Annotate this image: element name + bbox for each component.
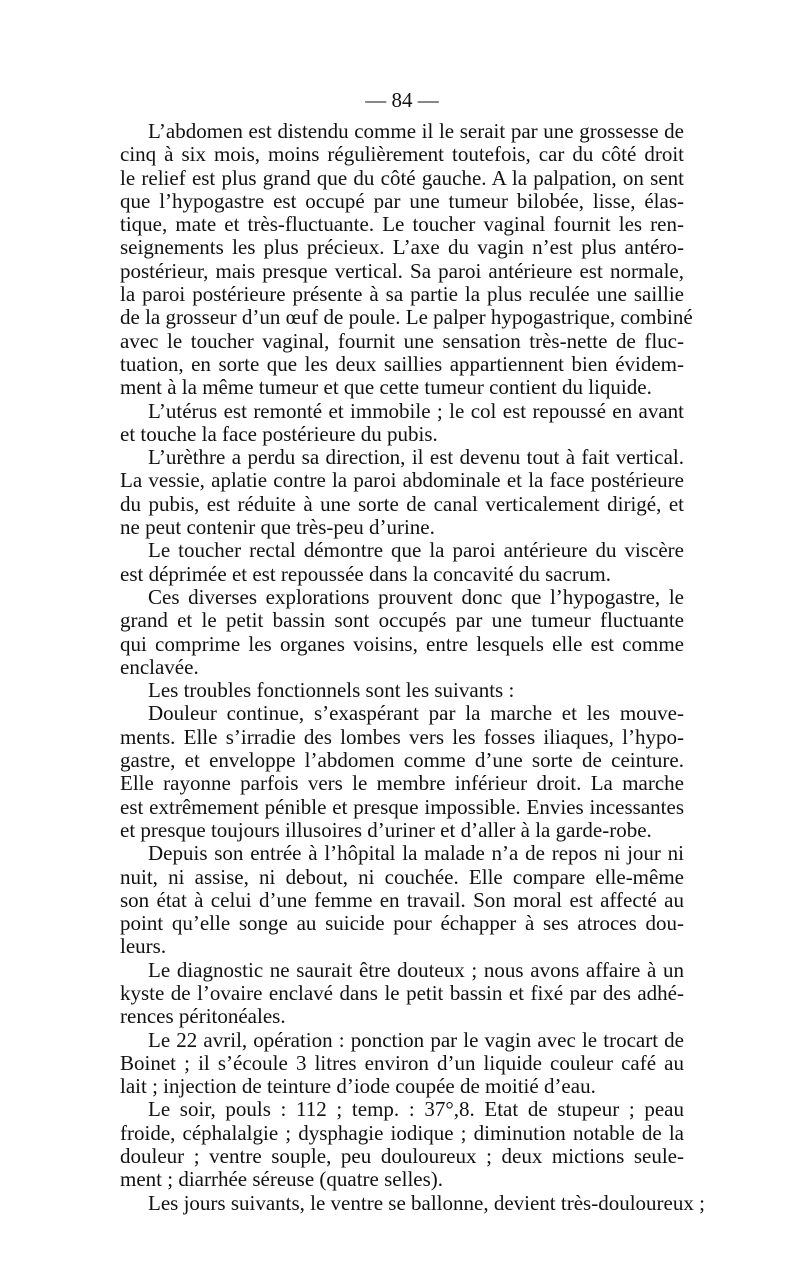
text-line: Depuis son entrée à l’hôpital la malade n’a de repos ni jour ni <box>148 841 684 866</box>
text-line: postérieur, mais presque vertical. Sa paroi antérieure est normale, <box>120 258 684 283</box>
text-line: tuation, en sorte que les deux saillies appartiennent bien évidem- <box>120 351 684 376</box>
text-line: et presque toujours illusoires d’uriner et d’aller à la garde-robe. <box>120 817 652 842</box>
page-number: — 84 — <box>365 88 439 112</box>
text-line: Ces diverses explorations prouvent donc que l’hypogastre, le <box>148 584 684 609</box>
text-line: Douleur continue, s’exaspérant par la marche et les mouve- <box>148 701 684 726</box>
text-line: avec le toucher vaginal, fournit une sensation très-nette de fluc- <box>120 328 684 353</box>
text-line: ments. Elle s’irradie des lombes vers les fosses iliaques, l’hypo- <box>120 724 684 749</box>
text-line: Boinet ; il s’écoule 3 litres environ d’un liquide couleur café au <box>120 1050 684 1075</box>
text-line: nuit, ni assise, ni debout, ni couchée. Elle compare elle-même <box>120 864 684 889</box>
text-line: L’urèthre a perdu sa direction, il est devenu tout à fait vertical. <box>148 445 684 470</box>
text-line: du pubis, est réduite à une sorte de canal verticalement dirigé, et <box>120 491 684 516</box>
text-line: L’utérus est remonté et immobile ; le col est repoussé en avant <box>148 398 684 423</box>
document-page <box>120 86 705 1215</box>
text-line: douleur ; ventre souple, peu douloureux ; deux mictions seule- <box>120 1144 684 1169</box>
body-text <box>120 119 705 1215</box>
text-line: enclavée. <box>120 654 199 679</box>
text-line: Les troubles fonctionnels sont les suivants : <box>148 678 515 703</box>
text-line: point qu’elle songe au suicide pour échapper à ses atroces dou- <box>120 911 684 936</box>
text-line: la paroi postérieure présente à sa partie la plus reculée une saillie <box>120 282 684 307</box>
text-line: ment à la même tumeur et que cette tumeur contient du liquide. <box>120 375 652 400</box>
text-line: Le 22 avril, opération : ponction par le vagin avec le trocart de <box>148 1027 684 1052</box>
text-line: le relief est plus grand que du côté gauche. A la palpation, on sent <box>120 165 684 190</box>
text-line: ment ; diarrhée séreuse (quatre selles). <box>120 1167 444 1192</box>
text-line: seignements les plus précieux. L’axe du vagin n’est plus antéro- <box>120 235 684 260</box>
text-line: qui comprime les organes voisins, entre lesquels elle est comme <box>120 631 684 656</box>
text-line: Le toucher rectal démontre que la paroi antérieure du viscère <box>148 538 684 563</box>
text-line: et touche la face postérieure du pubis. <box>120 421 438 446</box>
text-line: que l’hypogastre est occupé par une tumeur bilobée, lisse, élas- <box>120 188 684 213</box>
text-line: L’abdomen est distendu comme il le serait par une grossesse de <box>148 119 684 143</box>
text-line: grand et le petit bassin sont occupés par une tumeur fluctuante <box>120 608 684 633</box>
text-line: rences péritonéales. <box>120 1004 286 1029</box>
text-line: gastre, et enveloppe l’abdomen comme d’une sorte de ceinture. <box>120 748 684 773</box>
text-line: cinq à six mois, moins régulièrement toutefois, car du côté droit <box>120 142 684 167</box>
text-line: Elle rayonne parfois vers le membre inférieur droit. La marche <box>120 771 684 796</box>
text-line: est extrêmement pénible et presque impossible. Envies incessantes <box>120 794 684 819</box>
text-line: Le diagnostic ne saurait être douteux ; nous avons affaire à un <box>148 957 684 982</box>
text-line: tique, mate et très-fluctuante. Le toucher vaginal fournit les ren- <box>120 212 684 237</box>
text-line: La vessie, aplatie contre la paroi abdominale et la face postérieure <box>120 468 684 493</box>
text-line: est déprimée et est repoussée dans la concavité du sacrum. <box>120 561 611 586</box>
text-line: leurs. <box>120 934 167 959</box>
text-line: de la grosseur d’un œuf de poule. Le palper hypogastrique, combiné <box>120 305 693 330</box>
text-line: lait ; injection de teinture d’iode coupée de moitié d’eau. <box>120 1074 596 1099</box>
text-line: ne peut contenir que très-peu d’urine. <box>120 515 435 540</box>
text-line: Le soir, pouls : 112 ; temp. : 37°,8. Etat de stupeur ; peau <box>148 1097 684 1122</box>
text-line: froide, céphalalgie ; dysphagie iodique ; diminution notable de la <box>120 1120 684 1145</box>
text-line: son état à celui d’une femme en travail. Son moral est affecté au <box>120 887 684 912</box>
text-line: kyste de l’ovaire enclavé dans le petit bassin et fixé par des adhé- <box>120 980 684 1005</box>
text-line: Les jours suivants, le ventre se ballonne, devient très-douloureux ; <box>148 1190 705 1215</box>
